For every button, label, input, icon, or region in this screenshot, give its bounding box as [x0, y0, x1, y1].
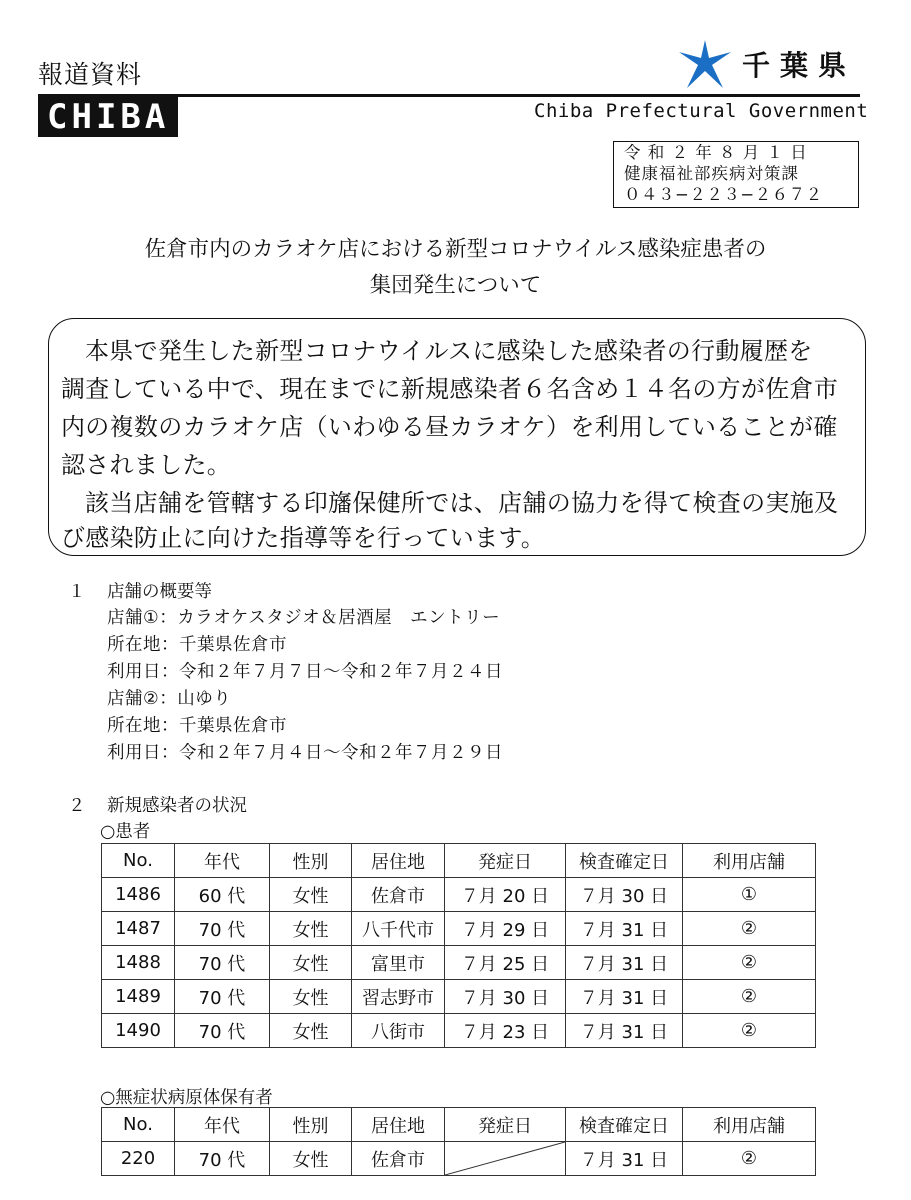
table-cell: ７月 31 日 — [566, 1014, 683, 1048]
table-cell: ① — [683, 878, 816, 912]
table-cell: ７月 30 日 — [566, 878, 683, 912]
patients-table — [101, 843, 816, 1048]
section-1-number: １ — [68, 582, 86, 602]
column-header: 年代 — [175, 1108, 270, 1142]
table-cell: 1487 — [102, 912, 175, 946]
table-cell: ７月 29 日 — [445, 912, 566, 946]
table-cell: 八街市 — [352, 1014, 445, 1048]
column-header: 発症日 — [445, 1108, 566, 1142]
table-cell: 70 代 — [175, 912, 270, 946]
column-header: 性別 — [270, 844, 352, 878]
summary-line: 該当店舗を管轄する印旛保健所では、店舗の協力を得て検査の実施及 — [85, 489, 839, 517]
table-row — [102, 980, 816, 1014]
issuer-info-box — [613, 141, 859, 208]
column-header: 検査確定日 — [566, 1108, 683, 1142]
table-row — [102, 1142, 816, 1176]
release-date: 令 和 ２ 年 ８ 月 １ 日 — [624, 143, 808, 162]
summary-line: 内の複数のカラオケ店（いわゆる昼カラオケ）を利用していることが確 — [61, 413, 838, 441]
blank-cell-slash-icon — [445, 1142, 565, 1175]
chiba-logotype: CHIBA — [38, 97, 178, 137]
table-header-row — [102, 1108, 816, 1142]
table-cell: ７月 25 日 — [445, 946, 566, 980]
table-cell: 八千代市 — [352, 912, 445, 946]
table-cell: ７月 20 日 — [445, 878, 566, 912]
table-cell: ７月 31 日 — [566, 912, 683, 946]
carriers-label: ○無症状病原体保有者 — [100, 1088, 273, 1108]
table-cell: ７月 30 日 — [445, 980, 566, 1014]
table-cell: ７月 31 日 — [566, 980, 683, 1014]
table-cell: 60 代 — [175, 878, 270, 912]
table-cell: ② — [683, 1142, 816, 1176]
patients-label: ○患者 — [100, 822, 151, 842]
column-header: 利用店舗 — [683, 844, 816, 878]
contact-phone: ０４３−２２３−２６７２ — [624, 185, 823, 204]
carriers-table — [101, 1107, 816, 1176]
section-1-heading: 店舗の概要等 — [107, 582, 212, 602]
government-name-en: Chiba Prefectural Government — [534, 100, 869, 122]
summary-line: 調査している中で、現在までに新規感染者６名含め１４名の方が佐倉市 — [61, 375, 839, 403]
table-cell: 70 代 — [175, 1014, 270, 1048]
table-row — [102, 1014, 816, 1048]
table-cell: 70 代 — [175, 980, 270, 1014]
table-cell: ７月 31 日 — [566, 1142, 683, 1176]
store-2-name: 店舗②：山ゆり — [107, 689, 232, 709]
column-header: No. — [102, 1108, 175, 1142]
column-header: No. — [102, 844, 175, 878]
document-title-line-1: 佐倉市内のカラオケ店における新型コロナウイルス感染症患者の — [144, 237, 767, 262]
table-cell: 習志野市 — [352, 980, 445, 1014]
table-cell — [445, 1142, 566, 1176]
column-header: 検査確定日 — [566, 844, 683, 878]
table-row — [102, 878, 816, 912]
table-cell: 佐倉市 — [352, 1142, 445, 1176]
document-title-line-2: 集団発生について — [369, 273, 542, 298]
prefecture-name: 千葉県 — [742, 49, 857, 82]
table-cell: ② — [683, 946, 816, 980]
press-release-label: 報道資料 — [38, 60, 143, 89]
column-header: 性別 — [270, 1108, 352, 1142]
table-row — [102, 912, 816, 946]
table-cell: ② — [683, 1014, 816, 1048]
section-2-heading: 新規感染者の状況 — [107, 796, 247, 816]
table-cell: 70 代 — [175, 946, 270, 980]
table-cell: 70 代 — [175, 1142, 270, 1176]
table-header-row — [102, 844, 816, 878]
summary-line: 本県で発生した新型コロナウイルスに感染した感染者の行動履歴を — [85, 337, 813, 365]
table-cell: 女性 — [270, 946, 352, 980]
store-2-dates: 利用日：令和２年７月４日〜令和２年７月２９日 — [107, 743, 503, 763]
table-cell: 女性 — [270, 912, 352, 946]
table-cell: 1488 — [102, 946, 175, 980]
issuing-department: 健康福祉部疾病対策課 — [624, 164, 799, 183]
table-row — [102, 946, 816, 980]
table-cell: 1486 — [102, 878, 175, 912]
store-1-name: 店舗①：カラオケスタジオ＆居酒屋 エントリー — [107, 608, 501, 628]
table-cell: ② — [683, 912, 816, 946]
store-2-location: 所在地：千葉県佐倉市 — [107, 716, 287, 736]
table-cell: 1490 — [102, 1014, 175, 1048]
chiba-prefecture-logo-icon — [676, 38, 734, 90]
table-cell: ７月 31 日 — [566, 946, 683, 980]
column-header: 居住地 — [352, 844, 445, 878]
column-header: 年代 — [175, 844, 270, 878]
section-2-number: ２ — [68, 796, 86, 816]
table-cell: 佐倉市 — [352, 878, 445, 912]
table-cell: 220 — [102, 1142, 175, 1176]
table-cell: 富里市 — [352, 946, 445, 980]
store-1-dates: 利用日：令和２年７月７日〜令和２年７月２４日 — [107, 662, 503, 682]
table-cell: ７月 23 日 — [445, 1014, 566, 1048]
store-1-location: 所在地：千葉県佐倉市 — [107, 635, 287, 655]
column-header: 利用店舗 — [683, 1108, 816, 1142]
column-header: 発症日 — [445, 844, 566, 878]
table-cell: 女性 — [270, 980, 352, 1014]
table-cell: 女性 — [270, 1142, 352, 1176]
table-cell: ② — [683, 980, 816, 1014]
table-cell: 女性 — [270, 1014, 352, 1048]
summary-box — [48, 318, 866, 556]
table-cell: 女性 — [270, 878, 352, 912]
table-cell: 1489 — [102, 980, 175, 1014]
logo-mark — [679, 40, 731, 88]
summary-line: 認されました。 — [61, 451, 232, 479]
column-header: 居住地 — [352, 1108, 445, 1142]
summary-line: び感染防止に向けた指導等を行っています。 — [61, 524, 546, 552]
